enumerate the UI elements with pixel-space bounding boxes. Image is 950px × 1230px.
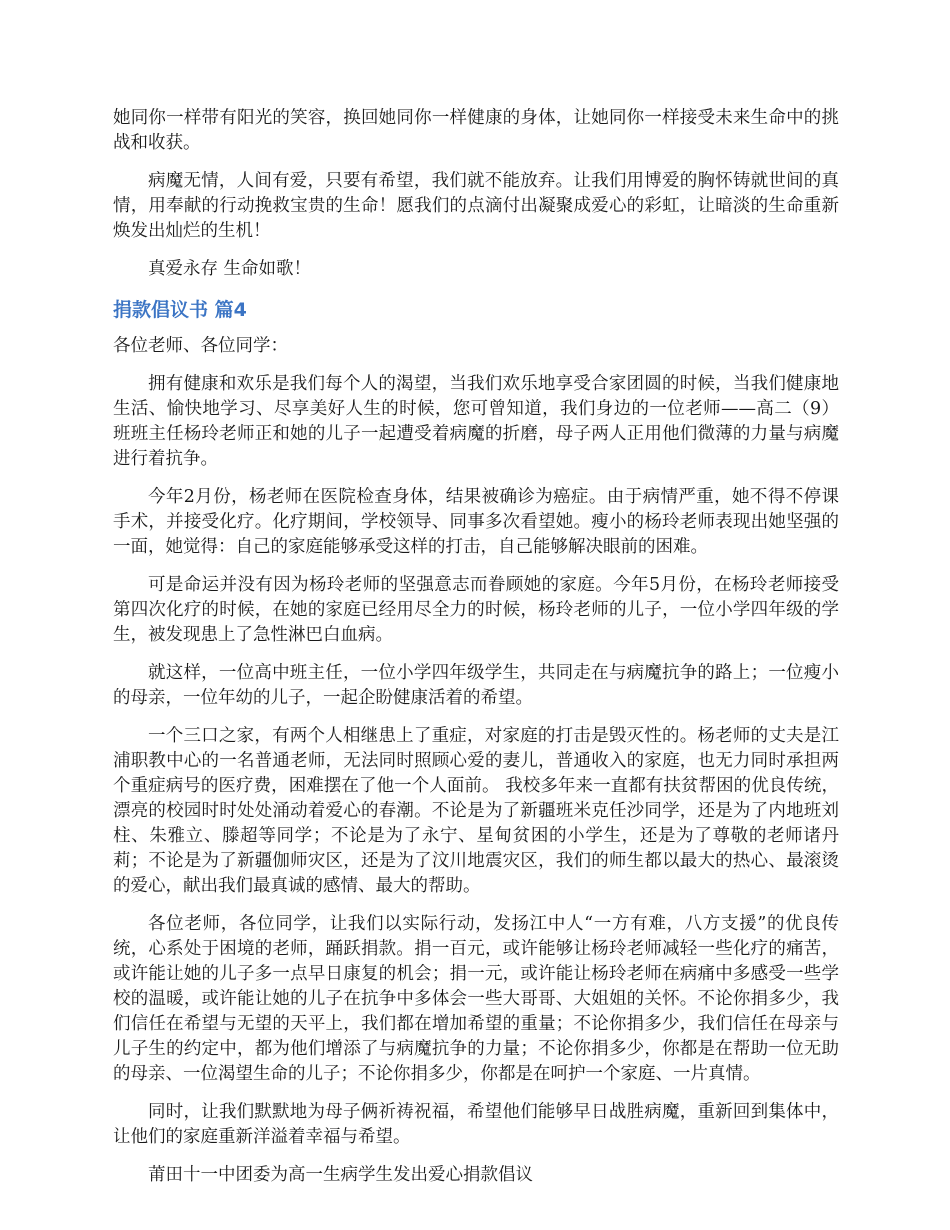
body-paragraph: 可是命运并没有因为杨玲老师的坚强意志而眷顾她的家庭。今年5月份，在杨玲老师接受第四次化疗的时候，在她的家庭已经用尽全力的时候，杨玲老师的儿子，一位小学四年级的学生，被发现患上了急性淋巴白血病。 bbox=[113, 575, 839, 645]
intro-paragraph-continued: 她同你一样带有阳光的笑容，换回她同你一样健康的身体，让她同你一样接受未来生命中的挑战和收获。 bbox=[113, 108, 839, 153]
body-paragraph: 拥有健康和欢乐是我们每个人的渴望，当我们欢乐地享受合家团圆的时候，当我们健康地生活、愉快地学习、尽享美好人生的时候，您可曾知道，我们身边的一位老师——高二（9）班班主任杨玲老师正和她的儿子一起遭受着病魔的折磨，母子两人正用他们微薄的力量与病魔进行着抗争。 bbox=[113, 374, 839, 469]
body-paragraph: 就这样，一位高中班主任，一位小学四年级学生，共同走在与病魔抗争的路上；一位瘦小的母亲，一位年幼的儿子，一起企盼健康活着的希望。 bbox=[113, 663, 839, 708]
body-paragraph: 各位老师，各位同学，让我们以实际行动，发扬江中人“一方有难，八方支援”的优良传统，心系处于困境的老师，踊跃捐款。捐一百元，或许能够让杨玲老师减轻一些化疗的痛苦，或许能让她的儿子多一点早日康复的机会；捐一元，或许能让杨玲老师在病痛中多感受一些学校的温暖，或许能让她的儿子在抗争中多体会一些大哥哥、大姐姐的关怀。不论你捐多少，我们信任在希望与无望的天平上，我们都在增加希望的重量；不论你捐多少，我们信任在母亲与儿子生的约定中，都为他们增添了与病魔抗争的力量；不论你捐多少，你都是在帮助一位无助的母亲、一位渴望生命的儿子；不论你捐多少，你都是在呵护一个家庭、一片真情。 bbox=[113, 914, 839, 1084]
body-paragraph: 同时，让我们默默地为母子俩祈祷祝福，希望他们能够早日战胜病魔，重新回到集体中，让他们的家庭重新洋溢着幸福与希望。 bbox=[113, 1102, 839, 1147]
salutation: 各位老师、各位同学： bbox=[113, 336, 288, 356]
slogan-line: 真爱永存 生命如歌！ bbox=[148, 259, 312, 279]
document-body bbox=[113, 106, 839, 1201]
body-paragraph: 一个三口之家，有两个人相继患上了重症，对家庭的打击是毁灭性的。杨老师的丈夫是江浦职教中心的一名普通老师，无法同时照顾心爱的妻儿，普通收入的家庭，也无力同时承担两个重症病号的医疗费，困难摆在了他一个人面前。 我校多年来一直都有扶贫帮困的优良传统，漂亮的校园时时处处涌动着爱心的春潮。不论是为了新疆班米克任沙同学，还是为了内地班刘柱、朱雅立、滕超等同学；不论是为了永宁、星甸贫困的小学生，还是为了尊敬的老师诸丹莉；不论是为了新疆伽师灾区，还是为了汶川地震灾区，我们的师生都以最大的热心、最滚烫的爱心，献出我们最真诚的感情、最大的帮助。 bbox=[113, 726, 839, 896]
intro-paragraph: 病魔无情，人间有爱，只要有希望，我们就不能放弃。让我们用博爱的胸怀铸就世间的真情，用奉献的行动挽救宝贵的生命！愿我们的点滴付出凝聚成爱心的彩虹，让暗淡的生命重新焕发出灿烂的生机！ bbox=[113, 171, 839, 241]
section-heading: 捐款倡议书 篇4 bbox=[113, 299, 247, 321]
signature-line: 莆田十一中团委为高一生病学生发出爱心捐款倡议 bbox=[148, 1165, 533, 1185]
body-paragraph: 今年2月份，杨老师在医院检查身体，结果被确诊为癌症。由于病情严重，她不得不停课手术，并接受化疗。化疗期间，学校领导、同事多次看望她。瘦小的杨玲老师表现出她坚强的一面，她觉得：自己的家庭能够承受这样的打击，自己能够解决眼前的困难。 bbox=[113, 487, 839, 557]
